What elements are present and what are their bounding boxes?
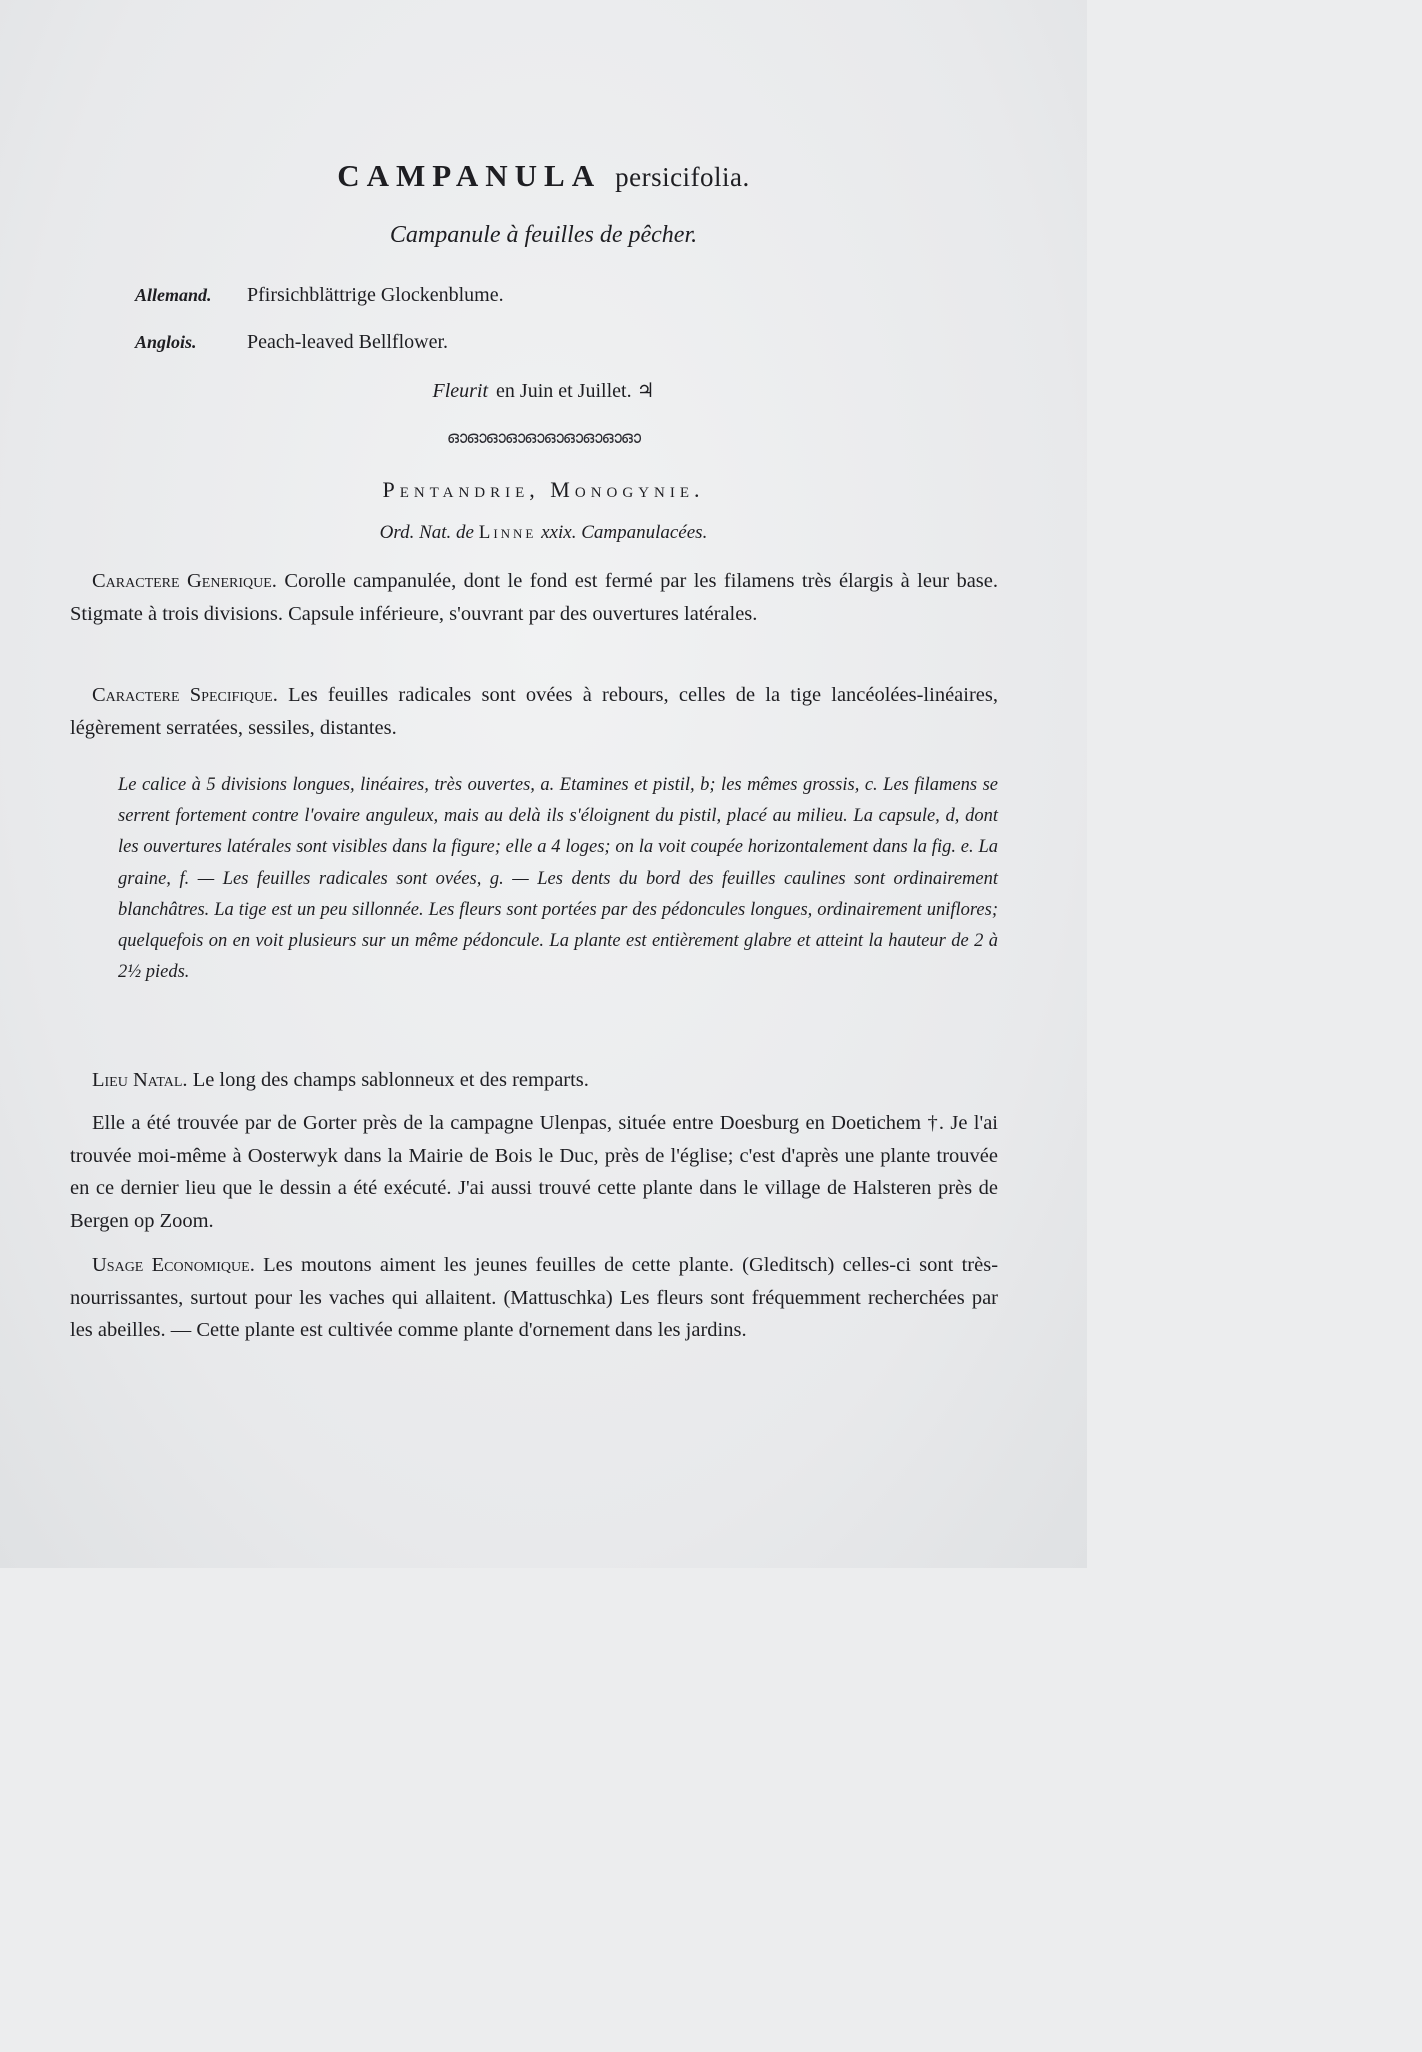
habitat-section [70,1064,998,1097]
description-paragraph [118,770,998,988]
section-label: Caractere Generique. [92,570,277,592]
usage-section [70,1249,998,1347]
order-prefix: Ord. Nat. de [379,522,474,543]
french-name: Campanule à feuilles de pêcher. [389,222,698,248]
section-label: Caractere Specifique. [92,684,278,706]
locality-paragraph [70,1107,998,1237]
flowering-period [0,378,1087,403]
specific-character [70,679,998,744]
linnaean-class: Pentandrie, Monogynie. [382,477,705,502]
species-name: persicifolia. [615,162,750,192]
language-label: Anglois. [135,332,197,352]
section-label: Lieu Natal. [92,1069,188,1091]
section-label: Usage Economique. [92,1254,255,1276]
section-text: Les feuilles radicales sont ovées à rebours, celles de la tige lancéolées-linéaires, légèrement serratées, sessiles, distantes. [70,684,998,739]
natural-order [0,522,1087,544]
vernacular-name: Pfirsichblättrige Glockenblume. [247,284,504,306]
section-text: Corolle campanulée, dont le fond est fermé par les filamens très élargis à leur base. Stigmate à trois divisions. Capsule inférieure, s'ouvrant par des ouvertures latérales. [70,570,998,625]
order-author: Linne [478,522,537,543]
section-text: Le long des champs sablonneux et des remparts. [192,1069,589,1091]
genus-name: CAMPANULA [337,158,602,193]
vernacular-english [135,331,448,354]
vernacular-german [135,284,504,307]
ornament-divider: ഓഓഓഓഓഓഓഓഓഓ [446,428,641,447]
page-title [0,158,1087,194]
flowering-text: en Juin et Juillet. ♃ [496,380,655,402]
description-text: Le calice à 5 divisions longues, linéaires, très ouvertes, a. Etamines et pistil, b; les mêmes grossis, c. Les filamens se serrent fortement contre l'ovaire anguleux, mais au delà ils s'éloignent du pistil, placé au milieu. La capsule, d, dont les ouvertures latérales sont visibles dans la figure; elle a 4 loges; on la voit coupée horizontalement dans la fig. e. La graine, f. — Les feuilles radicales sont ovées, g. — Les dents du bord des feuilles caulines sont ordinairement blanchâtres. La tige est un peu sillonnée. Les fleurs sont portées par des pédoncules longues, ordinairement uniflores; quelquefois on en voit plusieurs sur un même pédoncule. La plante est entièrement glabre et atteint la hauteur de 2 à 2½ pieds. [118,775,998,983]
flowering-label: Fleurit [432,380,489,402]
vernacular-name: Peach-leaved Bellflower. [247,331,449,353]
section-text: Les moutons aiment les jeunes feuilles de cette plante. (Gleditsch) celles-ci sont très-nourrissantes, surtout pour les vaches qui allaitent. (Mattuschka) Les fleurs sont fréquemment recherchées par les abeilles. — Cette plante est cultivée comme plante d'ornement dans les jardins. [70,1254,999,1341]
order-rest: xxix. Campanulacées. [541,522,708,543]
locality-text: Elle a été trouvée par de Gorter près de la campagne Ulenpas, située entre Doesburg en Doetichem †. Je l'ai trouvée moi-même à Oosterwyk dans la Mairie de Bois le Duc, près de l'église; c'est d'après une plante trouvée en ce dernier lieu que le dessin a été exécuté. J'ai aussi trouvé cette plante dans le village de Halsteren près de Bergen op Zoom. [70,1112,998,1232]
language-label: Allemand. [135,285,212,305]
generic-character [70,565,998,630]
